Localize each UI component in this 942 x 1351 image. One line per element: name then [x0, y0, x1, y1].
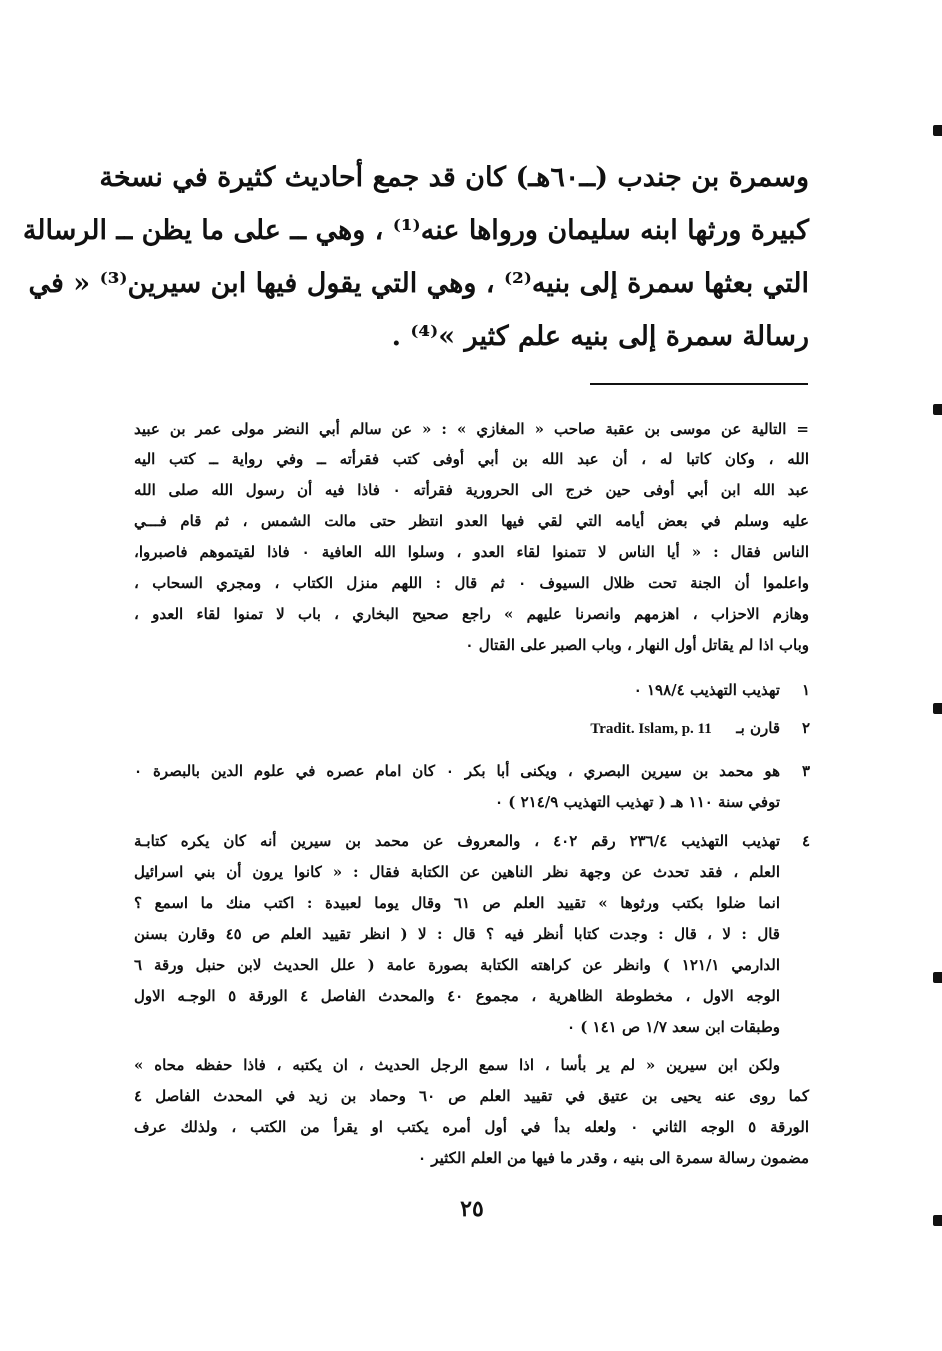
main-line-3: التي بعثها سمرة إلى بنيه⁽²⁾ ، وهي التي يقول فيها ابن سيرين⁽³⁾ « في [28, 268, 809, 299]
footnote-2-prefix: قارن بـ [736, 719, 780, 737]
note-line-8: وباب اذا لم يقاتل أول النهار ، وباب الصبر على القتال ٠ [465, 636, 809, 654]
footnote-3-line-2: توفي سنة ١١٠ هـ ( تهذيب التهذيب ٢١٤/٩ ) ٠ [494, 793, 780, 811]
footnote-4-line-1: تهذيب التهذيب ٢٣٦/٤ رقم ٤٠٢ ، والمعروف عن محمد بن سيرين أنه كان يكره كتابـة [134, 832, 781, 850]
main-line-4: رسالة سمرة إلى بنيه علم كثير »⁽⁴⁾ . [391, 321, 809, 352]
footnote-number: ٤ [801, 832, 810, 850]
closing-line-2: كما روى عنه يحيى بن عتيق في تقييد العلم ص ٦٠ وحماد بن زيد في المحدث الفاصل ٤ [134, 1087, 809, 1105]
main-line-1: وسمرة بن جندب (ــ٦٠هـ) كان قد جمع أحاديث كثيرة في نسخة [99, 162, 809, 193]
footnote-1-line-1: تهذيب التهذيب ١٩٨/٤ ٠ [633, 681, 780, 699]
footnote-number: ٢ [801, 719, 810, 737]
footnote-4-line-4: قال : لا ، قال : وجدت كتابا أنظر فيه ؟ قال : لا ( انظر تقييد العلم ص ٤٥ وقارن بسنن [134, 925, 780, 943]
closing-line-3: الورقة ٥ الوجه الثاني ٠ ولعله بدأ في أول أمره يكتب او يقرأ من الكتب ، ولذلك عرف [134, 1118, 810, 1136]
footnote-2-latin-ref: Tradit. Islam, p. 11 [590, 721, 712, 737]
scan-edge-mark [933, 703, 942, 714]
footnote-4-line-3: انما ضلوا بكتب ورثوها » تقييد العلم ص ٦١ وقال يوما لعبيدة : اكتب منك ما اسمع ؟ [134, 894, 780, 912]
scan-edge-mark [933, 404, 942, 415]
footnote-3-line-1: هو محمد بن سيرين البصري ، ويكنى أبا بكر ٠ كان امام عصره في علوم الدين بالبصرة ٠ [134, 762, 780, 780]
scan-edge-mark [933, 1215, 942, 1226]
note-line-7: وهازم الاحزاب ، اهزمهم وانصرنا عليهم » راجع صحيح البخاري ، باب لا تمنوا لقاء العدو ، [134, 605, 809, 623]
footnote-4-line-5: الدارمي ١٢١/١ ) وانظر عن كراهته الكتابة بصورة عامة ( علل الحديث لابن حنبل ورقة ٦ [134, 956, 780, 974]
closing-line-4: مضمون رسالة سمرة الى بنيه ، وقدر ما فيها من العلم الكثير ٠ [418, 1149, 809, 1167]
scan-edge-mark [933, 972, 942, 983]
note-line-5: الناس فقال : « أيا الناس لا تتمنوا لقاء العدو ، وسلوا الله العافية ٠ فاذا لقيتموهم فاصبروا، [134, 543, 809, 561]
footnote-separator [590, 383, 808, 385]
scan-edge-mark [933, 125, 942, 136]
footnote-number: ٣ [801, 762, 810, 780]
footnote-4-line-7: وطبقات ابن سعد ١/٧ ص ١٤١ ) ٠ [566, 1018, 780, 1036]
note-line-3: عبد الله ابن أبي أوفى حين خرج الى الحرورية فقرأته ٠ فاذا فيه أن رسول الله صلى الله [134, 481, 809, 499]
footnote-number: ١ [801, 681, 810, 699]
footnote-4-line-2: العلم ، فقد تحدث عن وجهة نظر الناهين عن الكتابة فقال : « كانوا يرون أن بني اسرائيل [134, 863, 780, 881]
note-line-4: عليه وسلم في بعض أيامه التي لقي فيها العدو انتظر حتى مالت الشمس ، ثم قام فـــي [134, 512, 809, 530]
note-line-6: واعلموا أن الجنة تحت ظلال السيوف ٠ ثم قال : اللهم منزل الكتاب ، ومجري السحاب ، [134, 574, 809, 592]
main-line-2: كبيرة ورثها ابنه سليمان ورواها عنه⁽¹⁾ ، وهي ــ على ما يظن ــ الرسالة [22, 215, 809, 246]
closing-line-1: ولكن ابن سيرين « لم ير بأسا ، اذا سمع الرجل الحديث ، ان يكتبه ، فاذا حفظه محاه » [134, 1056, 780, 1074]
footnote-2-line-1 [134, 718, 780, 739]
page-number: ٢٥ [460, 1196, 484, 1222]
note-line-1: = التالية عن موسى بن عقبة صاحب « المغازي » : « عن سالم أبي النضر مولى عمر بن عبيد [134, 420, 809, 438]
footnote-4-line-6: الوجه الاول ، مخطوطة الظاهرية ، مجموع ٤٠ والمحدث الفاصل ٤ الورقة ٥ الوجـه الاول [134, 987, 781, 1005]
note-line-2: الله ، وكان كاتبا له ، أن عبد الله بن أبي أوفى كتب فقرأته ــ وفي رواية ــ كتب اليه [134, 450, 809, 468]
